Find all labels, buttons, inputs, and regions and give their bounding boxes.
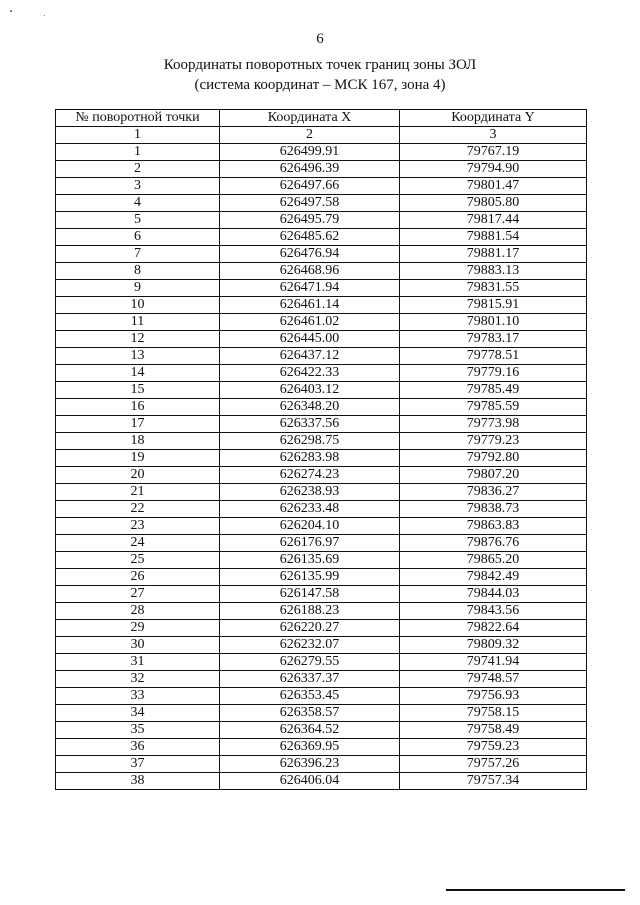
table-row [56,314,587,331]
coordinate-x-cell: 626298.75 [220,433,400,450]
point-number-cell: 35 [56,722,220,739]
coordinate-y-cell: 79759.23 [400,739,587,756]
coordinate-y-cell: 79842.49 [400,569,587,586]
coordinate-x-cell: 626403.12 [220,382,400,399]
point-number-cell: 25 [56,552,220,569]
table-row [56,280,587,297]
table-row [56,535,587,552]
coordinate-x-cell: 626188.23 [220,603,400,620]
point-number-cell: 11 [56,314,220,331]
point-number-cell: 13 [56,348,220,365]
table-row [56,178,587,195]
bottom-rule [446,889,625,891]
table-row [56,671,587,688]
coordinate-x-cell: 626497.66 [220,178,400,195]
coordinate-y-cell: 79773.98 [400,416,587,433]
coordinate-x-cell: 626437.12 [220,348,400,365]
point-number-cell: 14 [56,365,220,382]
table-row [56,195,587,212]
title-line-1: Координаты поворотных точек границ зоны ЗОЛ [163,57,477,73]
coordinate-y-cell: 79883.13 [400,263,587,280]
table-row [56,773,587,790]
coordinate-y-cell: 79758.15 [400,705,587,722]
coordinate-x-cell: 626476.94 [220,246,400,263]
coordinate-y-cell: 79741.94 [400,654,587,671]
coordinate-x-cell: 626220.27 [220,620,400,637]
table-row [56,552,587,569]
point-number-cell: 23 [56,518,220,535]
table-row [56,620,587,637]
table-row [56,637,587,654]
point-number-cell: 17 [56,416,220,433]
coordinate-x-cell: 626135.69 [220,552,400,569]
scan-speck [44,15,45,16]
table-row [56,246,587,263]
point-number-cell: 34 [56,705,220,722]
point-number-cell: 32 [56,671,220,688]
point-number-cell: 18 [56,433,220,450]
point-number-cell: 24 [56,535,220,552]
point-number-cell: 5 [56,212,220,229]
point-number-cell: 15 [56,382,220,399]
table-row [56,518,587,535]
table-row [56,722,587,739]
coordinate-y-cell: 79756.93 [400,688,587,705]
point-number-cell: 31 [56,654,220,671]
point-number-cell: 9 [56,280,220,297]
scan-speck [10,10,12,12]
coordinate-y-cell: 79783.17 [400,331,587,348]
header-row [56,110,587,127]
point-number-cell: 30 [56,637,220,654]
point-number-cell: 19 [56,450,220,467]
coordinate-y-cell: 79778.51 [400,348,587,365]
coordinate-y-cell: 79831.55 [400,280,587,297]
point-number-cell: 6 [56,229,220,246]
coordinate-x-cell: 626233.48 [220,501,400,518]
header-coordinate-x: Координата X [220,110,400,127]
title-line-2: (система координат – МСК 167, зона 4) [194,77,446,93]
coordinate-y-cell: 79809.32 [400,637,587,654]
point-number-cell: 22 [56,501,220,518]
table-row [56,365,587,382]
coordinate-x-cell: 626232.07 [220,637,400,654]
point-number-cell: 3 [56,178,220,195]
coordinate-x-cell: 626204.10 [220,518,400,535]
coordinate-y-cell: 79748.57 [400,671,587,688]
point-number-cell: 8 [56,263,220,280]
coordinates-table [55,109,587,790]
coordinate-y-cell: 79785.59 [400,399,587,416]
coordinate-y-cell: 79881.54 [400,229,587,246]
table-row [56,484,587,501]
header-coordinate-y: Координата Y [400,110,587,127]
point-number-cell: 16 [56,399,220,416]
coordinate-y-cell: 79805.80 [400,195,587,212]
table-row [56,739,587,756]
table-row [56,416,587,433]
table-row [56,331,587,348]
table-row [56,467,587,484]
coordinate-x-cell: 626274.23 [220,467,400,484]
coordinate-x-cell: 626461.14 [220,297,400,314]
coordinate-x-cell: 626497.58 [220,195,400,212]
point-number-cell: 27 [56,586,220,603]
point-number-cell: 28 [56,603,220,620]
coordinate-x-cell: 626147.58 [220,586,400,603]
table-row [56,297,587,314]
table-row [56,382,587,399]
table-row [56,501,587,518]
table-row [56,569,587,586]
coordinate-y-cell: 79881.17 [400,246,587,263]
table-row [56,688,587,705]
point-number-cell: 2 [56,161,220,178]
header-point-number: № поворотной точки [56,110,220,127]
coordinate-y-cell: 79779.16 [400,365,587,382]
coordinate-x-cell: 626468.96 [220,263,400,280]
coordinate-y-cell: 79865.20 [400,552,587,569]
column-number: 3 [400,127,587,144]
coordinate-y-cell: 79876.76 [400,535,587,552]
point-number-cell: 38 [56,773,220,790]
table-row [56,144,587,161]
point-number-cell: 33 [56,688,220,705]
table-row [56,161,587,178]
coordinate-x-cell: 626461.02 [220,314,400,331]
coordinate-x-cell: 626348.20 [220,399,400,416]
coordinate-x-cell: 626364.52 [220,722,400,739]
coordinate-x-cell: 626485.62 [220,229,400,246]
coordinate-y-cell: 79863.83 [400,518,587,535]
point-number-cell: 29 [56,620,220,637]
coordinate-y-cell: 79822.64 [400,620,587,637]
document-title [0,55,640,95]
coordinate-y-cell: 79785.49 [400,382,587,399]
coordinate-y-cell: 79767.19 [400,144,587,161]
point-number-cell: 7 [56,246,220,263]
coordinate-y-cell: 79836.27 [400,484,587,501]
coordinate-y-cell: 79817.44 [400,212,587,229]
coordinate-x-cell: 626445.00 [220,331,400,348]
coordinate-y-cell: 79757.34 [400,773,587,790]
point-number-cell: 37 [56,756,220,773]
table-row [56,229,587,246]
table-row [56,433,587,450]
point-number-cell: 26 [56,569,220,586]
coordinate-y-cell: 79815.91 [400,297,587,314]
point-number-cell: 20 [56,467,220,484]
coordinate-x-cell: 626337.56 [220,416,400,433]
table-row [56,603,587,620]
page-number: 6 [316,31,324,47]
column-number: 1 [56,127,220,144]
coordinate-x-cell: 626279.55 [220,654,400,671]
table-body [56,144,587,790]
point-number-cell: 1 [56,144,220,161]
table-row [56,586,587,603]
coordinate-x-cell: 626358.57 [220,705,400,722]
coordinate-x-cell: 626353.45 [220,688,400,705]
coordinate-x-cell: 626496.39 [220,161,400,178]
coordinate-y-cell: 79838.73 [400,501,587,518]
coordinate-x-cell: 626337.37 [220,671,400,688]
coordinate-x-cell: 626238.93 [220,484,400,501]
point-number-cell: 21 [56,484,220,501]
coordinate-x-cell: 626369.95 [220,739,400,756]
table-row [56,705,587,722]
coordinate-x-cell: 626283.98 [220,450,400,467]
coordinate-y-cell: 79801.47 [400,178,587,195]
point-number-cell: 36 [56,739,220,756]
coordinate-x-cell: 626396.23 [220,756,400,773]
point-number-cell: 4 [56,195,220,212]
table-row [56,756,587,773]
coordinate-y-cell: 79757.26 [400,756,587,773]
table-row [56,348,587,365]
column-number-row [56,127,587,144]
coordinate-x-cell: 626495.79 [220,212,400,229]
coordinate-y-cell: 79758.49 [400,722,587,739]
table-row [56,399,587,416]
table-row [56,654,587,671]
coordinate-y-cell: 79794.90 [400,161,587,178]
column-number: 2 [220,127,400,144]
coordinate-y-cell: 79843.56 [400,603,587,620]
coordinate-y-cell: 79779.23 [400,433,587,450]
coordinate-x-cell: 626471.94 [220,280,400,297]
point-number-cell: 12 [56,331,220,348]
table-row [56,212,587,229]
coordinate-x-cell: 626406.04 [220,773,400,790]
table-row [56,450,587,467]
coordinate-y-cell: 79844.03 [400,586,587,603]
coordinate-y-cell: 79801.10 [400,314,587,331]
coordinate-x-cell: 626135.99 [220,569,400,586]
table-row [56,263,587,280]
coordinate-x-cell: 626422.33 [220,365,400,382]
coordinate-x-cell: 626499.91 [220,144,400,161]
point-number-cell: 10 [56,297,220,314]
coordinate-x-cell: 626176.97 [220,535,400,552]
coordinate-y-cell: 79792.80 [400,450,587,467]
coordinate-y-cell: 79807.20 [400,467,587,484]
